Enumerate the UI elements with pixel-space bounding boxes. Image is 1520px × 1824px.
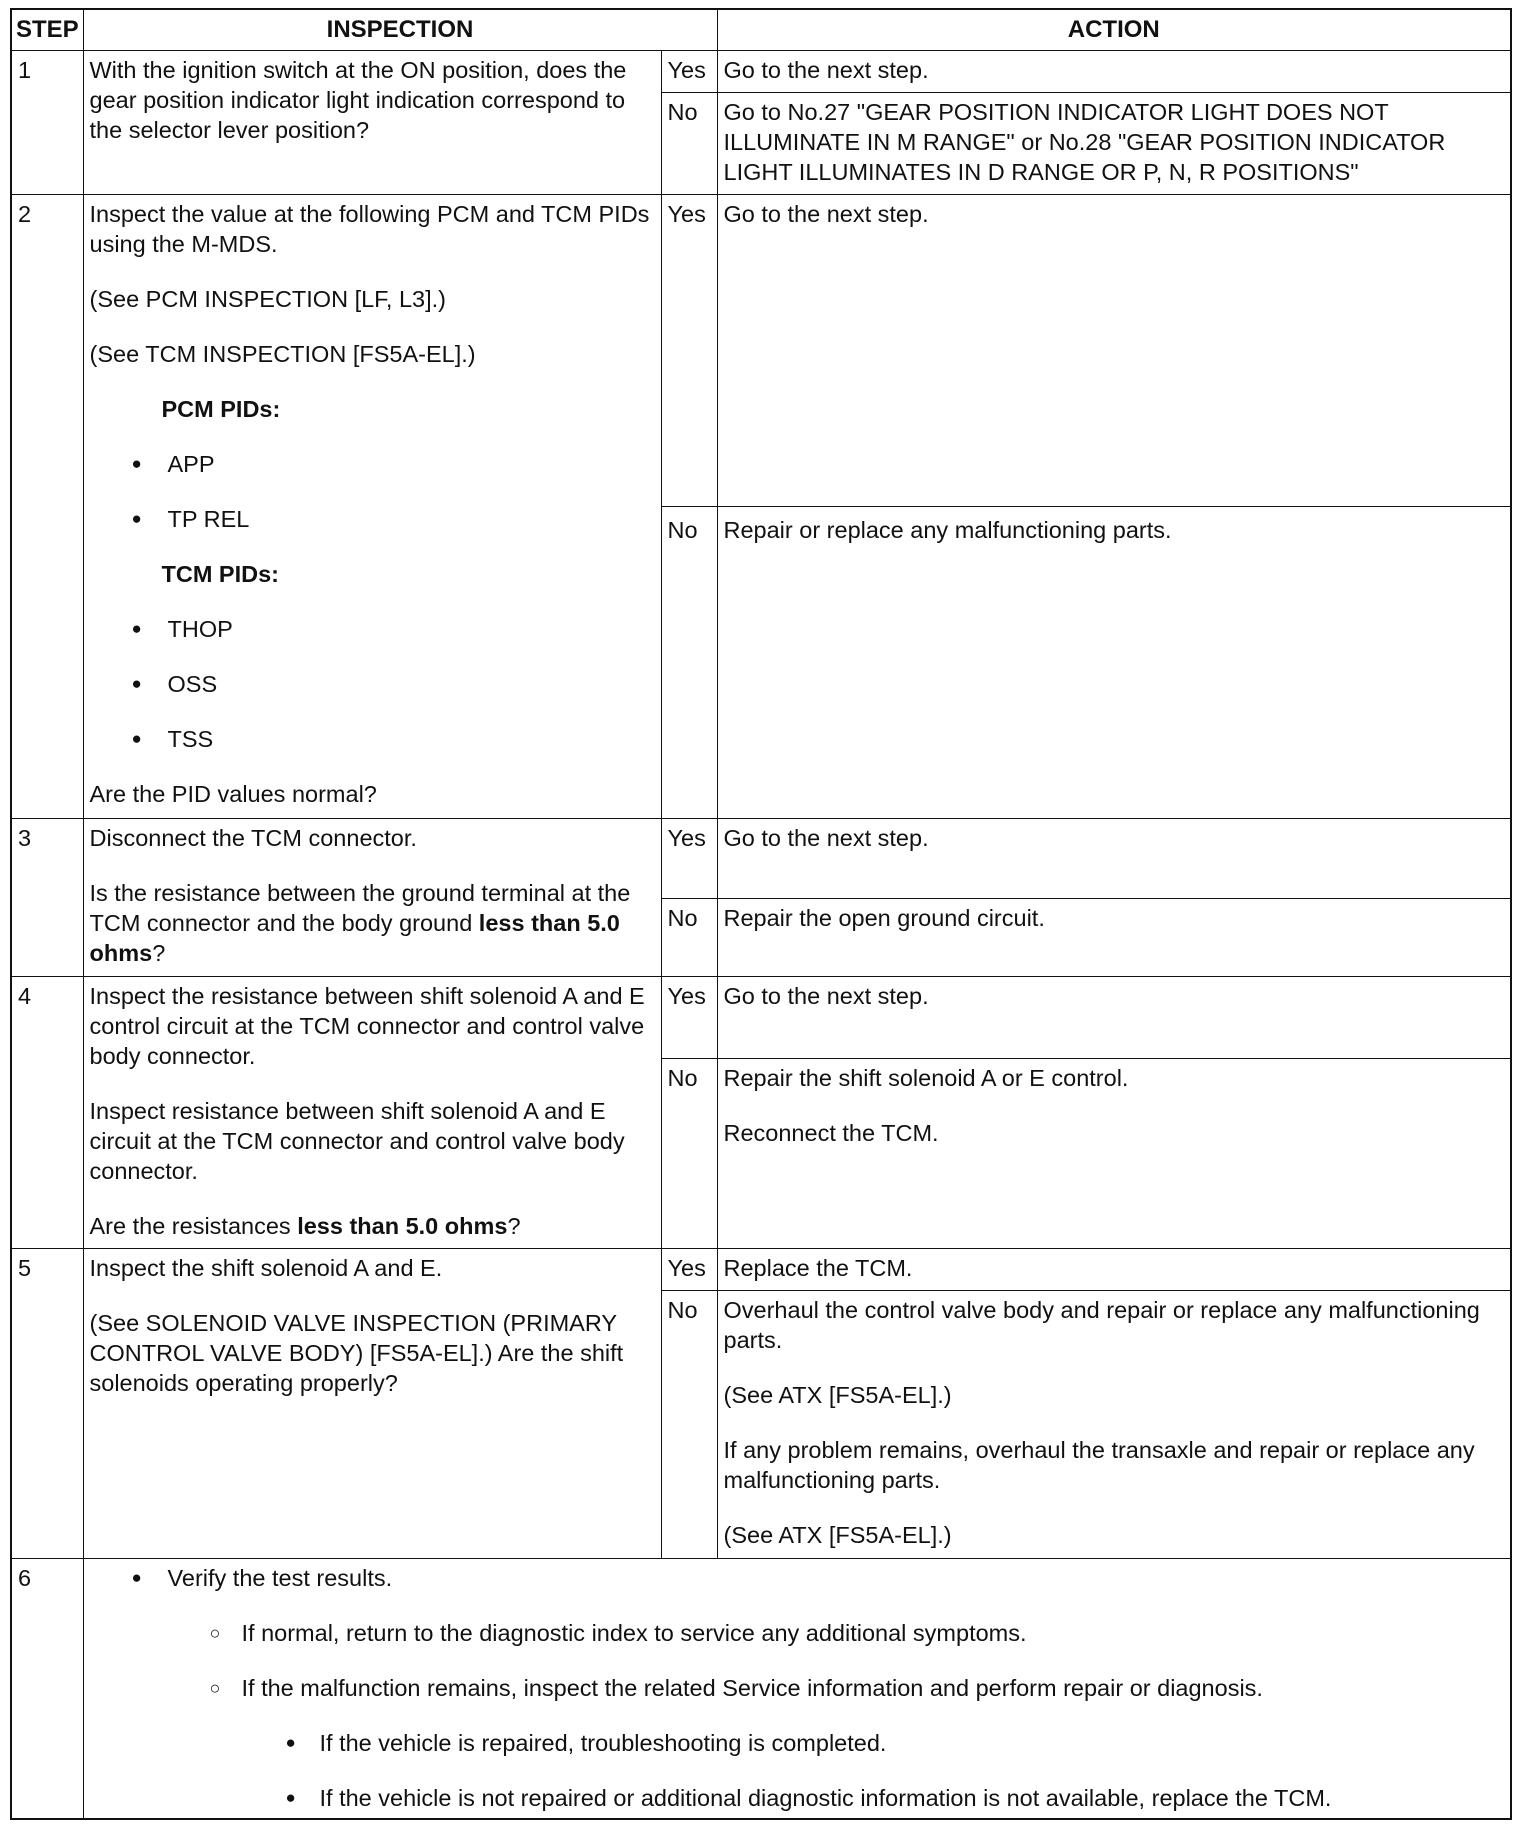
inspection-text: Inspect the shift solenoid A and E. — [89, 1255, 443, 1281]
final-step-cell — [83, 1559, 1511, 1820]
step-number: 2 — [11, 195, 83, 819]
action-yes: Go to the next step. — [717, 819, 1511, 899]
bullet-icon: ● — [131, 454, 142, 473]
inspection-text: Inspect the value at the following PCM and TCM PIDs using the M-MDS. — [89, 201, 650, 257]
list-item — [90, 1783, 1505, 1813]
inspection-cell: With the ignition switch at the ON position, does the gear position indicator light indication correspond to the selector lever position? — [83, 51, 661, 195]
inspection-cell — [83, 819, 661, 977]
list-item — [90, 669, 655, 699]
bullet-icon: ● — [285, 1733, 296, 1752]
action-no: Go to No.27 "GEAR POSITION INDICATOR LIGHT DOES NOT ILLUMINATE IN M RANGE" or No.28 "GEAR POSITION INDICATOR LIGHT ILLUMINATES IN D RANGE OR P, N, R POSITIONS" — [717, 93, 1511, 195]
table-row — [11, 819, 1511, 899]
step-number: 6 — [11, 1559, 83, 1820]
question-part: Are the resistances — [89, 1213, 298, 1239]
reference-text: (See ATX [FS5A-EL].) — [723, 1522, 952, 1548]
question-part: Is the resistance between the ground terminal at the TCM connector and the body ground — [89, 880, 631, 936]
question-text — [90, 1211, 655, 1241]
no-label: No — [661, 93, 717, 195]
header-action: ACTION — [717, 9, 1511, 51]
yes-label: Yes — [661, 977, 717, 1059]
reference-text: (See TCM INSPECTION [FS5A-EL].) — [89, 341, 476, 367]
circle-bullet-icon: ○ — [209, 1678, 221, 1698]
table-row — [11, 195, 1511, 507]
list-item — [90, 1673, 1505, 1703]
list-item — [90, 724, 655, 754]
action-no-cell — [717, 1291, 1511, 1559]
pcm-pids-heading: PCM PIDs: — [161, 396, 281, 422]
header-step: STEP — [11, 9, 83, 51]
inspection-cell — [83, 977, 661, 1249]
list-text: If the vehicle is not repaired or additional diagnostic information is not available, replace the TCM. — [319, 1785, 1332, 1811]
inspection-text: Disconnect the TCM connector. — [89, 825, 417, 851]
question-part: ? — [152, 940, 166, 966]
pid-name: APP — [167, 451, 215, 477]
pid-name: OSS — [167, 671, 218, 697]
action-no: Repair or replace any malfunctioning parts. — [717, 507, 1511, 819]
table-row — [11, 1249, 1511, 1291]
list-text: If the malfunction remains, inspect the related Service information and perform repair or diagnosis. — [241, 1675, 1263, 1701]
reference-text: (See PCM INSPECTION [LF, L3].) — [89, 286, 447, 312]
table-row — [11, 1559, 1511, 1820]
action-yes: Go to the next step. — [717, 977, 1511, 1059]
bullet-icon: ● — [131, 1568, 142, 1587]
action-no: Repair the open ground circuit. — [717, 899, 1511, 977]
inspection-cell — [83, 1249, 661, 1559]
no-label: No — [661, 1291, 717, 1559]
list-text: If normal, return to the diagnostic index to service any additional symptoms. — [241, 1620, 1027, 1646]
no-label: No — [661, 507, 717, 819]
question-text: Are the PID values normal? — [89, 781, 377, 807]
action-yes: Go to the next step. — [717, 195, 1511, 507]
table-row — [11, 977, 1511, 1059]
list-item — [90, 449, 655, 479]
pid-name: TSS — [167, 726, 214, 752]
list-text: If the vehicle is repaired, troubleshooting is completed. — [319, 1730, 887, 1756]
action-no-cell — [717, 1059, 1511, 1249]
step-number: 5 — [11, 1249, 83, 1559]
action-text: Overhaul the control valve body and repair or replace any malfunctioning parts. — [723, 1297, 1480, 1353]
circle-bullet-icon: ○ — [209, 1623, 221, 1643]
reference-text: (See ATX [FS5A-EL].) — [723, 1382, 952, 1408]
action-yes: Go to the next step. — [717, 51, 1511, 93]
inspection-cell — [83, 195, 661, 819]
table-row — [11, 51, 1511, 93]
diagnostic-table — [10, 8, 1512, 1820]
action-yes: Replace the TCM. — [717, 1249, 1511, 1291]
table-header-row — [11, 9, 1511, 51]
question-text: (See SOLENOID VALVE INSPECTION (PRIMARY CONTROL VALVE BODY) [FS5A-EL].) Are the shift solenoids operating properly? — [89, 1310, 624, 1396]
header-inspection: INSPECTION — [83, 9, 717, 51]
bullet-icon: ● — [131, 619, 142, 638]
question-text — [90, 878, 655, 968]
bullet-icon: ● — [131, 729, 142, 748]
action-text: Reconnect the TCM. — [723, 1120, 939, 1146]
bullet-icon: ● — [285, 1788, 296, 1807]
list-text: Verify the test results. — [167, 1565, 393, 1591]
step-number: 1 — [11, 51, 83, 195]
list-item — [90, 1563, 1505, 1593]
yes-label: Yes — [661, 51, 717, 93]
yes-label: Yes — [661, 819, 717, 899]
list-item — [90, 614, 655, 644]
list-item — [90, 1618, 1505, 1648]
no-label: No — [661, 1059, 717, 1249]
inspection-text: Inspect resistance between shift solenoid A and E circuit at the TCM connector and control valve body connector. — [89, 1098, 625, 1184]
action-text: Repair the shift solenoid A or E control. — [723, 1065, 1129, 1091]
yes-label: Yes — [661, 1249, 717, 1291]
bullet-icon: ● — [131, 674, 142, 693]
action-text: If any problem remains, overhaul the transaxle and repair or replace any malfunctioning parts. — [723, 1437, 1475, 1493]
step-number: 3 — [11, 819, 83, 977]
yes-label: Yes — [661, 195, 717, 507]
list-item — [90, 1728, 1505, 1758]
step-number: 4 — [11, 977, 83, 1249]
tcm-pids-heading: TCM PIDs: — [161, 561, 279, 587]
question-emphasis: less than 5.0 ohms — [297, 1213, 508, 1239]
no-label: No — [661, 899, 717, 977]
bullet-icon: ● — [131, 509, 142, 528]
list-item — [90, 504, 655, 534]
question-part: ? — [507, 1213, 521, 1239]
pid-name: THOP — [167, 616, 233, 642]
pid-name: TP REL — [167, 506, 250, 532]
inspection-text: Inspect the resistance between shift solenoid A and E control circuit at the TCM connector and control valve body connector. — [89, 983, 645, 1069]
question-emphasis: less than 5.0 ohms — [89, 910, 620, 966]
